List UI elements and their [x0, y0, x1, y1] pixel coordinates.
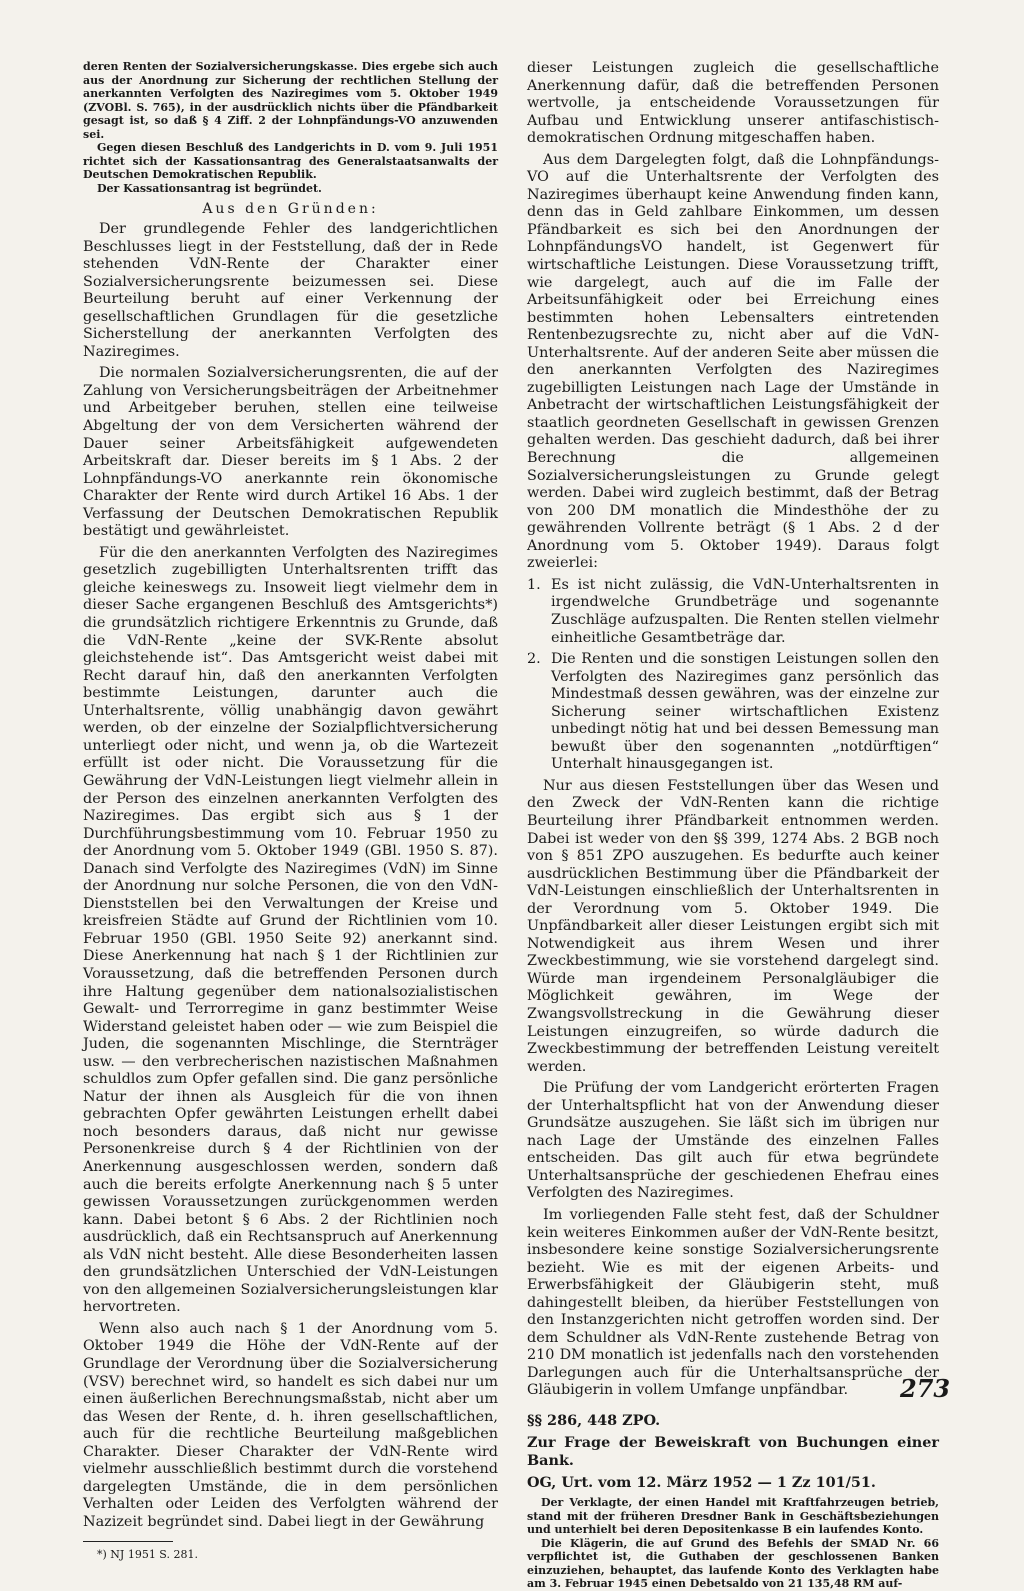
page-number: 273	[900, 1374, 951, 1403]
law-reference: §§ 286, 448 ZPO.	[527, 1412, 661, 1430]
right-column	[527, 60, 939, 1591]
footnote-divider	[83, 1541, 173, 1542]
numbered-list	[527, 577, 939, 774]
body-paragraph: Im vorliegenden Falle steht fest, daß der Schuldner kein weiteres Einkommen außer der VdN-Rente besitzt, insbesondere keine sonstige Sozialversicherungsrente bezieht. Wie es mit der eigenen Arbeits- und Erwerbsfähigkeit der Gläubigerin steht, muß dahingestellt bleiben, da hierüber Feststellungen von den Instanzgerichten nicht getroffen worden sind. Der dem Schuldner als VdN-Rente zustehende Betrag von 210 DM monatlich ist jedenfalls nach den vorstehenden Darlegungen auch für die Unterhaltsansprüche der Gläubigerin in vollem Umfange unpfändbar.	[527, 1207, 939, 1399]
intro-paragraph: deren Renten der Sozialversicherungskasse. Dies ergebe sich auch aus der Anordnung zur Sicherung der rechtlichen Stellung der anerkannten Verfolgten des Naziregimes vom 5. Oktober 1949 (ZVOBl. S. 765), in der ausdrücklich nichts über die Pfändbarkeit gesagt ist, so daß § 4 Ziff. 2 der Lohnpfändungs-VO anzuwenden sei.	[83, 60, 498, 141]
body-paragraph: Die normalen Sozialversicherungsrenten, die auf der Zahlung von Versicherungsbeiträgen der Arbeitnehmer und Arbeitgeber beruhen, stellen eine teilweise Abgeltung der von dem Versicherten während der Dauer seiner Arbeitsfähigkeit aufgewendeten Arbeitskraft dar. Dieser bereits im § 1 Abs. 2 der Lohnpfändungs-VO anerkannte rein ökonomische Charakter der Rente wird durch Artikel 16 Abs. 1 der Verfassung der Deutschen Demokratischen Republik bestätigt und gewährleistet.	[83, 365, 498, 540]
list-item	[527, 576, 939, 647]
summary-paragraph: Die Klägerin, die auf Grund des Befehls der SMAD Nr. 66 verpflichtet ist, die Guthaben der geschlossenen Banken einzuziehen, behauptet, das laufende Konto des Verklagten habe am 3. Februar 1945 einen Debetsaldo von 21 135,48 RM auf-	[527, 1536, 939, 1591]
judgment-citation: OG, Urt. vom 12. März 1952 — 1 Zz 101/51.	[527, 1474, 876, 1492]
section-heading: Aus den Gründen:	[202, 201, 379, 217]
body-paragraph: Wenn also auch nach § 1 der Anordnung vom 5. Oktober 1949 die Höhe der VdN-Rente auf der Grundlage der Verordnung über die Sozialversicherung (VSV) berechnet wird, so handelt es sich dabei nur um einen äußerlichen Berechnungsmaßstab, nicht aber um das Wesen der Rente, d. h. ihren gesellschaftlichen, auch für die rechtliche Beurteilung maßgeblichen Charakter. Dieser Charakter der VdN-Rente wird vielmehr ausschließlich bestimmt durch die vorstehend dargelegten Umstände, die in dem persönlichen Verhalten oder Leiden des Verfolgten während der Nazizeit begründet sind. Dabei liegt in der Gewährung	[83, 1320, 498, 1530]
summary-paragraph: Der Verklagte, der einen Handel mit Kraftfahrzeugen betrieb, stand mit der früheren Dresdner Bank in Geschäftsbeziehungen und unterhielt bei deren Depositenkasse B ein laufendes Konto.	[527, 1496, 939, 1537]
body-paragraph: Die Prüfung der vom Landgericht erörterten Fragen der Unterhaltspflicht hat von der Anwendung dieser Grundsätze auszugehen. Sie läßt sich im übrigen nur nach Lage der Umstände des einzelnen Falles entscheiden. Das gilt auch für etwa begründete Unterhaltsansprüche der geschiedenen Ehefrau eines Verfolgten des Naziregimes.	[527, 1080, 939, 1202]
footnote: *) NJ 1951 S. 281.	[97, 1548, 198, 1562]
body-paragraph: Für die den anerkannten Verfolgten des Naziregimes gesetzlich zugebilligten Unterhaltsrenten trifft das gleiche keineswegs zu. Insoweit liegt vielmehr dem in dieser Sache ergangenen Beschluß des Amtsgerichts*) die grundsätzlich richtigere Erkenntnis zu Grunde, daß die VdN-Rente „keine der SVK-Rente absolut gleichstehende ist“. Das Amtsgericht weist dabei mit Recht darauf hin, daß den anerkannten Verfolgten bestimmte Leistungen, darunter auch die Unterhaltsrente, völlig unabhängig davon gewährt werden, ob der einzelne der Sozialpflichtversicherung unterliegt oder nicht, und wenn ja, ob die Wartezeit erfüllt ist oder nicht. Die Voraussetzung für die Gewährung der VdN-Leistungen liegt vielmehr allein in der Person des einzelnen anerkannten Verfolgten des Naziregimes. Das ergibt sich aus § 1 der Durchführungsbestimmung vom 10. Februar 1950 zu der Anordnung vom 5. Oktober 1949 (GBl. 1950 S. 87). Danach sind Verfolgte des Naziregimes (VdN) im Sinne der Anordnung nur solche Personen, die von den VdN-Dienststellen bei den Verwaltungen der Kreise und kreisfreien Städte auf Grund der Richtlinien vom 10. Februar 1950 (GBl. 1950 Seite 92) anerkannt sind. Diese Anerkennung hat nach § 1 der Richtlinien zur Voraussetzung, daß die betreffenden Personen durch ihre Haltung gegenüber dem nationalsozialistischen Gewalt- und Terrorregime in ganz bestimmter Weise Widerstand geleistet haben oder — wie zum Beispiel die Juden, die sogenannten Mischlinge, die Sternträger usw. — den verbrecherischen nazistischen Maßnahmen schuldlos zum Opfer gefallen sind. Die ganz persönliche Natur der ihnen als Ausgleich für die von ihnen gebrachten Opfer gewährten Leistungen erhellt dabei noch besonders daraus, daß nicht nur gewisse Personenkreise durch § 4 der Richtlinien von der Anerkennung ausgeschlossen werden, sondern daß auch die bereits erfolgte Anerkennung nach § 5 unter gewissen Voraussetzungen zurückgenommen werden kann. Dabei betont § 6 Abs. 2 der Richtlinien noch ausdrücklich, daß ein Rechtsanspruch auf Anerkennung als VdN nicht besteht. Alle diese Besonderheiten lassen den grundsätzlichen Unterschied der VdN-Leistungen von den allgemeinen Sozialversicherungsleistungen klar hervortreten.	[83, 544, 498, 1316]
list-number: 2.	[527, 651, 541, 668]
body-paragraph: Aus dem Dargelegten folgt, daß die Lohnpfändungs-VO auf die Unterhaltsrente der Verfolgten des Naziregimes überhaupt keine Anwendung finden kann, denn das in Geld zahlbare Einkommen, um dessen Pfändbarkeit es sich bei den Anordnungen der LohnpfändungsVO handelt, ist Gegenwert für wirtschaftliche Leistungen. Diese Voraussetzung trifft, wie dargelegt, auch auf die im Falle der Arbeitsunfähigkeit oder bei Erreichung eines bestimmten hohen Lebensalters eintretenden Rentenbezugsrechte zu, nicht aber auf die VdN-Unterhaltsrente. Auf der anderen Seite aber müssen die den anerkannten Verfolgten des Naziregimes zugebilligten Leistungen nach Lage der Umstände in Anbetracht der wirtschaftlichen Leistungsfähigkeit der staatlich geordneten Gesellschaft in gewissen Grenzen gehalten werden. Das geschieht dadurch, daß bei ihrer Berechnung die allgemeinen Sozialversicherungsleistungen zu Grunde gelegt werden. Dabei wird zugleich bestimmt, daß der Betrag von 200 DM monatlich die Mindesthöhe der zu gewährenden Vollrente beträgt (§ 1 Abs. 2 d der Anordnung vom 5. Oktober 1949). Daraus folgt zweierlei:	[527, 151, 939, 572]
body-paragraph: Der grundlegende Fehler des landgerichtlichen Beschlusses liegt in der Feststellung, daß der in Rede stehenden VdN-Rente der Charakter einer Sozialversicherungsrente beizumessen sei. Diese Beurteilung beruht auf einer Verkennung der gesellschaftlichen Grundlagen für die gesetzliche Sicherstellung der anerkannten Verfolgten des Naziregimes.	[83, 221, 498, 360]
list-item	[527, 651, 939, 774]
list-text: Es ist nicht zulässig, die VdN-Unterhaltsrenten in irgendwelche Grundbeträge und sogenannte Zuschläge aufzuspalten. Die Renten stellen vielmehr einheitliche Gesamtbeträge dar.	[551, 576, 939, 646]
body-paragraph: Nur aus diesen Feststellungen über das Wesen und den Zweck der VdN-Renten kann die richtige Beurteilung ihrer Pfändbarkeit entnommen werden. Dabei ist weder von den §§ 399, 1274 Abs. 2 BGB noch von § 851 ZPO auszugehen. Es bedurfte auch keiner ausdrücklichen Bestimmung über die Pfändbarkeit der VdN-Leistungen einschließlich der Unterhaltsrenten in der Verordnung vom 5. Oktober 1949. Die Unpfändbarkeit aller dieser Leistungen ergibt sich mit Notwendigkeit aus ihrem Wesen und ihrer Zweckbestimmung, wie sie vorstehend dargelegt sind. Würde man irgendeinem Personalgläubiger die Möglichkeit gewähren, im Wege der Zwangsvollstreckung in die Gewährung dieser Leistungen einzugreifen, so würde dadurch die Zweckbestimmung der betreffenden Leistung vereitelt werden.	[527, 777, 939, 1075]
list-text: Die Renten und die sonstigen Leistungen sollen den Verfolgten des Naziregimes ganz persönlich das Mindestmaß dessen gewähren, was der einzelne zur Sicherung seiner wirtschaftlichen Existenz unbedingt nötig hat und bei dessen Bemessung man bewußt über den sogenannten „notdürftigen“ Unterhalt hinausgegangen ist.	[551, 651, 939, 773]
list-number: 1.	[527, 576, 541, 593]
body-paragraph: dieser Leistungen zugleich die gesellschaftliche Anerkennung dafür, daß die betreffenden Personen wertvolle, ja entscheidende Voraussetzungen für Aufbau und Entwicklung unserer antifaschistisch-demokratischen Ordnung mitgeschaffen haben.	[527, 60, 939, 147]
left-column	[83, 60, 498, 1562]
intro-paragraph: Gegen diesen Beschluß des Landgerichts in D. vom 9. Juli 1951 richtet sich der Kassationsantrag des Generalstaatsanwalts der Deutschen Demokratischen Republik.	[83, 141, 498, 181]
case-topic: Zur Frage der Beweiskraft von Buchungen einer Bank.	[527, 1434, 939, 1470]
intro-paragraph: Der Kassationsantrag ist begründet.	[97, 181, 322, 195]
